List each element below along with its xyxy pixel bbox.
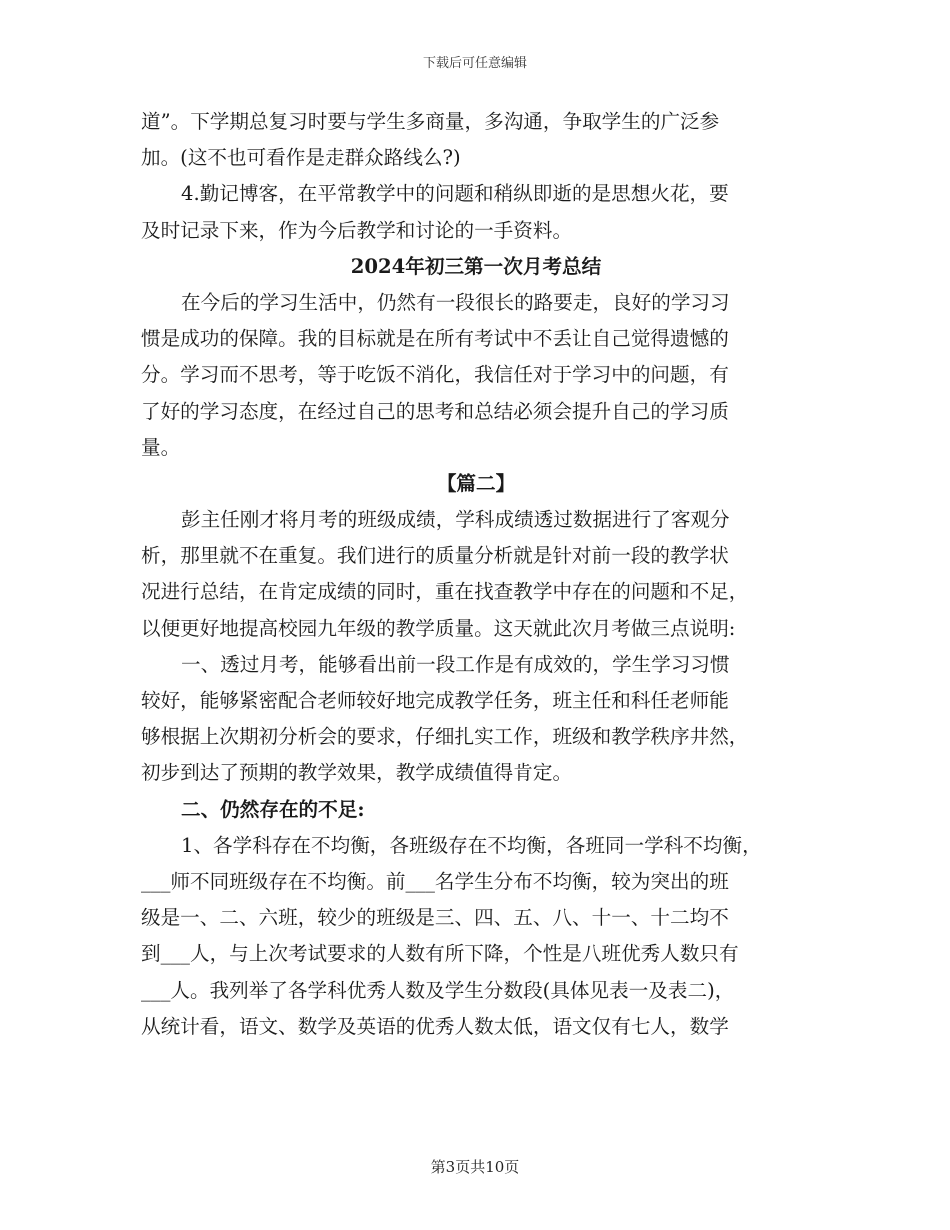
text-line: 到___人，与上次考试要求的人数有所下降，个性是八班优秀人数只有 — [141, 942, 739, 966]
text-line: ___人。我列举了各学科优秀人数及学生分数段(具体见表一及表二)， — [141, 978, 735, 1002]
text-line: 及时记录下来，作为今后教学和讨论的一手资料。 — [141, 218, 573, 242]
text-line: 了好的学习态度，在经过自己的思考和总结必须会提升自己的学习质 — [141, 399, 729, 423]
text-line: 惯是成功的保障。我的目标就是在所有考试中不丢让自己觉得遗憾的 — [141, 327, 729, 351]
text-line: 初步到达了预期的教学效果，教学成绩值得肯定。 — [141, 761, 573, 785]
page-header: 下载后可任意编辑 — [422, 56, 527, 71]
part-heading: 【篇二】 — [436, 471, 516, 495]
text-line: 道”。下学期总复习时要与学生多商量，多沟通，争取学生的广泛参 — [141, 110, 720, 133]
text-line: 一、透过月考，能够看出前一段工作是有成效的，学生学习习惯 — [181, 652, 730, 676]
page-footer: 第3页共10页 — [430, 1158, 520, 1176]
document-body — [141, 104, 811, 1045]
text-line: 加。(这不也可看作是走群众路线么?) — [141, 146, 461, 170]
text-line: 级是一、二、六班，较少的班级是三、四、五、八、十一、十二均不 — [141, 906, 729, 930]
text-line: 4.勤记博客，在平常教学中的问题和稍纵即逝的是思想火花，要 — [181, 182, 729, 206]
text-line: 较好，能够紧密配合老师较好地完成教学任务，班主任和科任老师能 — [141, 689, 729, 712]
text-line: 彭主任刚才将月考的班级成绩，学科成绩透过数据进行了客观分 — [181, 508, 730, 532]
text-line: 分。学习而不思考，等于吃饭不消化，我信任对于学习中的问题，有 — [141, 363, 729, 387]
text-line: 况进行总结，在肯定成绩的同时，重在找查教学中存在的问题和不足， — [141, 580, 749, 604]
section-title: 2024年初三第一次月考总结 — [350, 254, 602, 278]
text-line: ___师不同班级存在不均衡。前___名学生分布不均衡，较为突出的班 — [141, 869, 729, 893]
text-line: 从统计看，语文、数学及英语的优秀人数太低，语文仅有七人，数学 — [141, 1014, 729, 1038]
subsection-heading: 二、仍然存在的不足: — [181, 797, 365, 821]
text-line: 析，那里就不在重复。我们进行的质量分析就是针对前一段的教学状 — [141, 544, 729, 568]
text-line: 1、各学科存在不均衡，各班级存在不均衡，各班同一学科不均衡， — [181, 833, 762, 857]
text-line: 在今后的学习生活中，仍然有一段很长的路要走，良好的学习习 — [181, 290, 730, 314]
text-line: 够根据上次期初分析会的要求，仔细扎实工作，班级和教学秩序井然， — [141, 725, 749, 749]
text-line: 量。 — [141, 435, 181, 459]
text-line: 以便更好地提高校园九年级的教学质量。这天就此次月考做三点说明: — [141, 616, 736, 640]
